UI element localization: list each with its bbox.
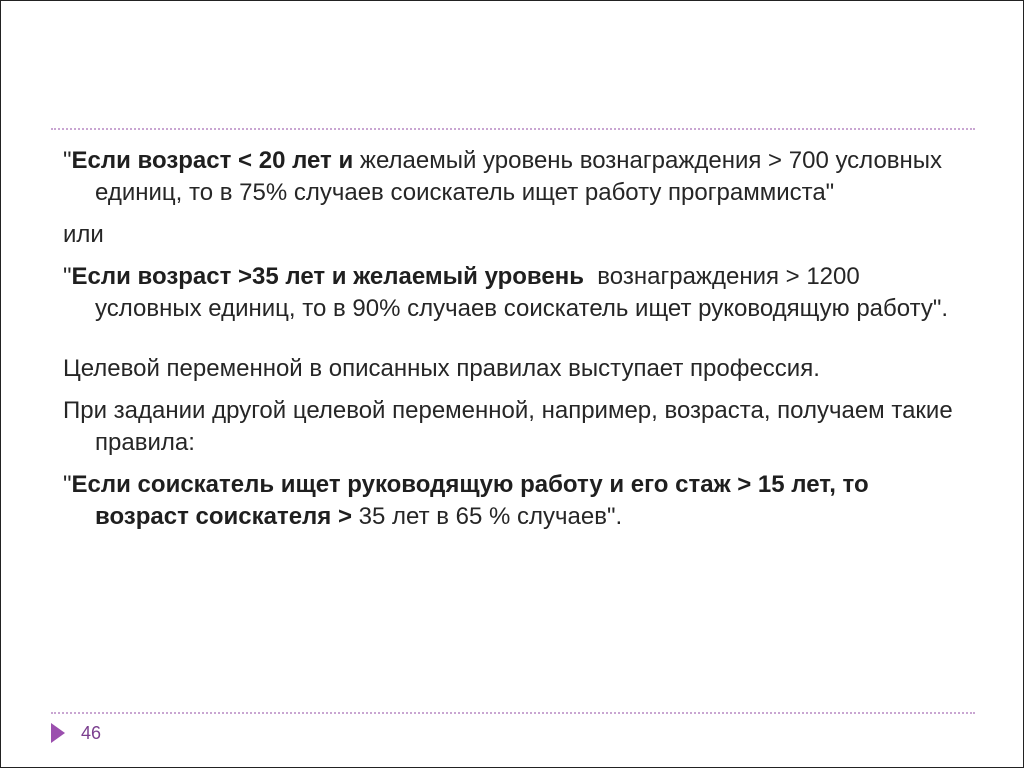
target-variable-text: Целевой переменной в описанных правилах выступает профессия. [63, 355, 820, 382]
rule-3-open-quote: " [63, 471, 72, 498]
or-paragraph [63, 219, 963, 251]
triangle-right-icon [51, 723, 65, 743]
rule-2-open-quote: " [63, 263, 72, 290]
rule-3-bold: Если соискатель ищет руководящую работу и его стаж > 15 лет, то возраст соискателя > [71, 471, 869, 530]
or-word: или [63, 221, 104, 248]
top-divider [51, 128, 975, 130]
other-target-paragraph [63, 395, 963, 459]
target-variable-paragraph [63, 353, 963, 385]
rule-1-bold: Если возраст < 20 лет и [71, 147, 360, 174]
rule-1-open-quote: " [63, 147, 72, 174]
page-number: 46 [81, 723, 102, 743]
rule-3-paragraph [63, 469, 963, 533]
rule-2-bold: Если возраст >35 лет и желаемый уровень [71, 263, 584, 290]
rule-1-text: желаемый уровень вознаграждения > 700 условных единиц, то в 75% случаев соискатель ищет работу программиста" [95, 147, 943, 206]
rule-3-text: 35 лет в 65 % случаев". [358, 503, 623, 530]
rule-2-text: вознаграждения > 1200 условных единиц, то в 90% случаев соискатель ищет руководящую работу". [95, 263, 949, 322]
rule-1-paragraph [63, 145, 963, 209]
rule-2-paragraph [63, 261, 963, 325]
slide-content [63, 145, 963, 543]
other-target-text: При задании другой целевой переменной, например, возраста, получаем такие правила: [63, 397, 953, 456]
bottom-divider [51, 712, 975, 714]
